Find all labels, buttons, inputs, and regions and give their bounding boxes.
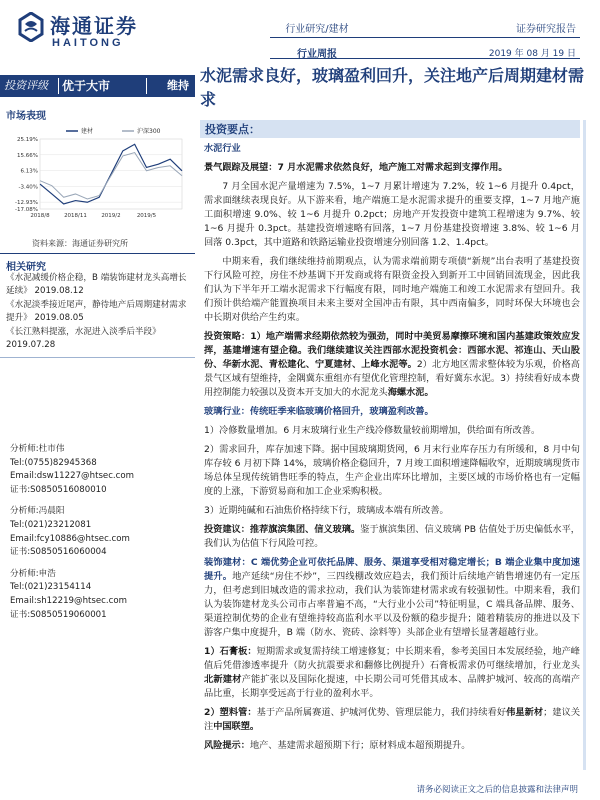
analyst-tel: Tel:(0755)82945368 bbox=[10, 457, 97, 468]
analyst-name: 分析师:杜市伟 bbox=[10, 444, 65, 454]
glass-advice-text: 鉴于旗滨集团、信义玻璃 PB 估值处于历史偏低水平，我们认为估值下行风险可控。 bbox=[204, 524, 580, 549]
chart-y-tick-label: 25.19% bbox=[17, 137, 38, 143]
key-points-label: 投资要点： bbox=[205, 123, 260, 136]
strategy-end: 海螺水泥。 bbox=[387, 387, 434, 398]
related-list bbox=[6, 272, 192, 353]
right-accent-bar bbox=[583, 120, 586, 770]
rating-bar bbox=[0, 75, 195, 97]
analyst-tel: Tel:(021)23212081 bbox=[10, 519, 92, 530]
pipe-text-end: ；建议关注 bbox=[204, 707, 581, 732]
analyst-cert: 证书:S0850516060004 bbox=[10, 547, 107, 558]
decor-text: 地产延续“房住不炒”，三四线棚改效应趋去，我们预计后续地产销售增速仍有一定压力，但考虑到旧城改造的需求拉动，我们认为装饰建材需求或有较强韧性。中期来看，我们认为装饰建材龙头公司市占率普遍不高，“大行业小公司”特征明显，C 端具备品牌、服务、渠道控制优势的企业有望维持较高监利水平以及份额的稳步提升；随着精装房的推进以及下游客户集中度提升，B 端（防水、瓷砖、涂料等）头部企业有望增长显著超越行业。 bbox=[204, 571, 580, 638]
cement-paragraph: 7 月全国水泥产量增速为 7.5%，1~7 月累计增速为 7.2%，较 1~6 月提升 0.4pct，需求面继续表现良好。从下游来看，地产端施工是水泥需求提升的重要支撑，1~7 月地产施工面积增速 9.0%、较 1~6 月提升 0.2pct；房地产开发投资中建筑工程增速为 9.7%、较 1~6 月提升 0.3pct。基建投资增速略有回落，1~7 月份基建投资增速 3.8%、较 1~6 月回落 0.3pct，其中道路和铁路运输业投资增速分别回落 1.2、1.4pct。 bbox=[204, 181, 580, 248]
chart-y-tick-label: 6.13% bbox=[20, 168, 38, 175]
pipe-point bbox=[204, 706, 580, 734]
rating-separator-2 bbox=[146, 78, 147, 94]
glass-advice-bold: 投资建议：推荐旗滨集团、信义玻璃。 bbox=[204, 524, 361, 535]
chart-y-tick-label: -12.93% bbox=[15, 200, 38, 207]
analyst-name: 分析师:冯晨阳 bbox=[10, 506, 65, 517]
chart-x-tick-label: 2019/2 bbox=[101, 213, 121, 219]
rating-separator bbox=[58, 78, 59, 94]
risk-text: 地产、基建需求超预期下行；原材料成本超预期提升。 bbox=[249, 740, 471, 751]
rating-value: 优于大市 bbox=[62, 79, 111, 93]
logo-english-name: HAITONG bbox=[52, 37, 124, 49]
glass-point: 2）需求回升，库存加速下降。据中国玻璃期货网，6 月末行业库存压力有所缓和，8 月中旬库存较 6 月初下降 14%，玻璃价格企稳回升，7 月竣工面积增速降幅收窄，近期玻璃现货市场总体呈现传统销售旺季的特点，生产企业出库环比增加，主要区域的市场价格也有一定幅度的上涨，下游贸易商和加工企业采购积极。 bbox=[204, 444, 580, 497]
chart-legend-label: 沪深300 bbox=[137, 128, 161, 135]
chart-y-tick-label: -3.40% bbox=[18, 184, 38, 191]
analyst-email[interactable]: Email:sh12219@htsec.com bbox=[10, 595, 127, 606]
report-type: 证券研究报告 bbox=[516, 24, 576, 35]
strategy-bold: 投资策略：1）地产端需求经期依然较为强劲，同时中美贸易摩擦环境和国内基建政策效应发挥，基建增速有望企稳。我们继续建议关注西部水泥投资机会：西部水泥、祁连山、天山股份、华新水泥、青松建化、宁夏建材、上峰水泥等。 bbox=[204, 331, 580, 370]
analyst-card bbox=[10, 568, 190, 622]
decor-heading: 装饰建材：C 端优势企业可依托品牌、服务、渠道享受相对稳定增长；B 端企业集中度加速提升。 bbox=[204, 557, 580, 582]
pipe-label: 2）塑料管： bbox=[204, 707, 257, 718]
chart-y-tick-label: 15.66% bbox=[17, 152, 38, 159]
related-item[interactable]: 《水泥减缓价格企稳，B 端装饰建材龙头高增长延续》 2019.08.12 bbox=[6, 273, 187, 296]
related-item[interactable]: 《长江熟料提涨，水泥进入淡季后半段》 2019.07.28 bbox=[6, 327, 161, 350]
analyst-card bbox=[10, 505, 190, 559]
market-performance-chart bbox=[6, 125, 188, 225]
cement-paragraph: 中期来看，我们继续维持前期观点，认为需求端前期专项债“新规”出台表明了基建投资下行风险可控，房住不炒基调下开发商或将有限资金投入到新开工中回销回流现金，因此我们认为下半年开工端水泥需求下行幅度有限，同时地产端施工和竣工水泥需求有望回升。我们预计供给端产能置换项目未来主要对全国冲击有限，其中西南偏多，同时环保大环境也会中长期对供给产生约束。 bbox=[204, 256, 580, 323]
report-title: 水泥需求良好，玻璃盈利回升，关注地产后周期建材需求 bbox=[200, 66, 585, 109]
header-center bbox=[272, 20, 362, 60]
market-title: 市场表现 bbox=[6, 111, 46, 122]
related-title: 相关研究 bbox=[6, 262, 46, 273]
risk-label: 风险提示： bbox=[204, 740, 250, 751]
glass-advice bbox=[204, 523, 580, 551]
cement-outlook: 景气跟踪及展望：7 月水泥需求依然良好，地产施工对需求起到支撑作用。 bbox=[204, 162, 508, 173]
analyst-cert: 证书:S0850516080010 bbox=[10, 484, 107, 495]
related-item[interactable]: 《水泥淡季接近尾声，静待地产后周期建材需求提升》 2019.08.05 bbox=[6, 300, 187, 323]
gypsum-company: 北新建材 bbox=[204, 674, 242, 685]
report-body bbox=[204, 142, 580, 758]
analyst-email[interactable]: Email:dsw11227@htsec.com bbox=[10, 471, 135, 482]
risk-warning bbox=[204, 739, 580, 753]
rating-action: 维持 bbox=[167, 79, 189, 92]
left-sidebar bbox=[0, 75, 195, 800]
analyst-list bbox=[10, 443, 190, 630]
analyst-email[interactable]: Email:fcy10886@htsec.com bbox=[10, 533, 130, 544]
strategy-text: 2）北方地区需求整体较为乐观，价格高景气区域有望维持，金隅冀东重组亦有望优化管理控制，看好冀东水泥。3）持续看好成本费用控制能力较强以及资本开支加大的水泥龙头 bbox=[204, 359, 580, 398]
glass-point: 1）冷修数量增加。6 月末玻璃行业生产线冷修数量较前期增加，供给面有所改善。 bbox=[204, 425, 541, 436]
analyst-name: 分析师:申浩 bbox=[10, 568, 56, 579]
decor-section bbox=[204, 556, 580, 640]
cement-strategy bbox=[204, 330, 580, 400]
cement-section-heading: 水泥行业 bbox=[204, 143, 241, 154]
gypsum-label: 1）石膏板： bbox=[204, 646, 257, 657]
chart-y-tick-label: -17.08% bbox=[15, 207, 38, 213]
chart-x-tick-label: 2018/11 bbox=[64, 213, 87, 219]
report-header bbox=[0, 0, 600, 62]
analyst-cert: 证书:S0850519060001 bbox=[10, 609, 107, 620]
key-points-header bbox=[200, 120, 580, 138]
chart-series-line bbox=[40, 153, 182, 199]
chart-legend-label: 建材 bbox=[81, 128, 94, 135]
rating-label: 投资评级 bbox=[4, 79, 48, 92]
header-right bbox=[489, 20, 576, 59]
analyst-card bbox=[10, 443, 190, 497]
gypsum-text: 短期需求或复需持续工增速修复；中长期来看，参考美国日本发展经验，地产峰值后凭借渗透率提升（防火抗震要求和翻修比例提升）石膏板需求仍可继续增加，行业龙头 bbox=[204, 646, 580, 671]
logo-chinese-name: 海通证券 bbox=[50, 14, 138, 38]
chart-x-tick-label: 2019/5 bbox=[136, 213, 157, 219]
glass-section-heading: 玻璃行业：传统旺季来临玻璃价格回升，玻璃盈利改善。 bbox=[204, 406, 434, 417]
report-date: 2019 年 08 月 19 日 bbox=[488, 49, 576, 59]
glass-point: 3）近期纯碱和石油焦价格持续下行，玻璃成本端有所改善。 bbox=[204, 505, 449, 516]
disclaimer-footer: 请务必阅读正文之后的信息披露和法律声明 bbox=[416, 785, 578, 795]
pipe-text: 基于产品所属赛道、护城河优势、管理层能力，我们持续看好 bbox=[256, 707, 507, 718]
chart-source: 资料来源：海通证券研究所 bbox=[32, 239, 128, 248]
report-category: 行业研究/建材 bbox=[285, 24, 349, 35]
haitong-logo-icon bbox=[18, 12, 44, 42]
gypsum-text-end: 产能扩张以及国际化提速，中长期公司可凭借其成本、品牌护城河、较高的高端产品比重，长期享受远高于行业的盈利水平。 bbox=[204, 674, 581, 699]
chart-x-tick-label: 2018/8 bbox=[30, 213, 50, 219]
divider bbox=[0, 253, 195, 254]
company-logo bbox=[18, 10, 158, 56]
gypsum-point bbox=[204, 645, 580, 701]
divider bbox=[0, 357, 195, 358]
pipe-company: 伟星新材 bbox=[506, 707, 544, 718]
report-kind: 行业周报 bbox=[297, 49, 337, 60]
pipe-company-2: 中国联塑。 bbox=[213, 721, 260, 732]
analyst-tel: Tel:(021)23154114 bbox=[10, 582, 92, 593]
